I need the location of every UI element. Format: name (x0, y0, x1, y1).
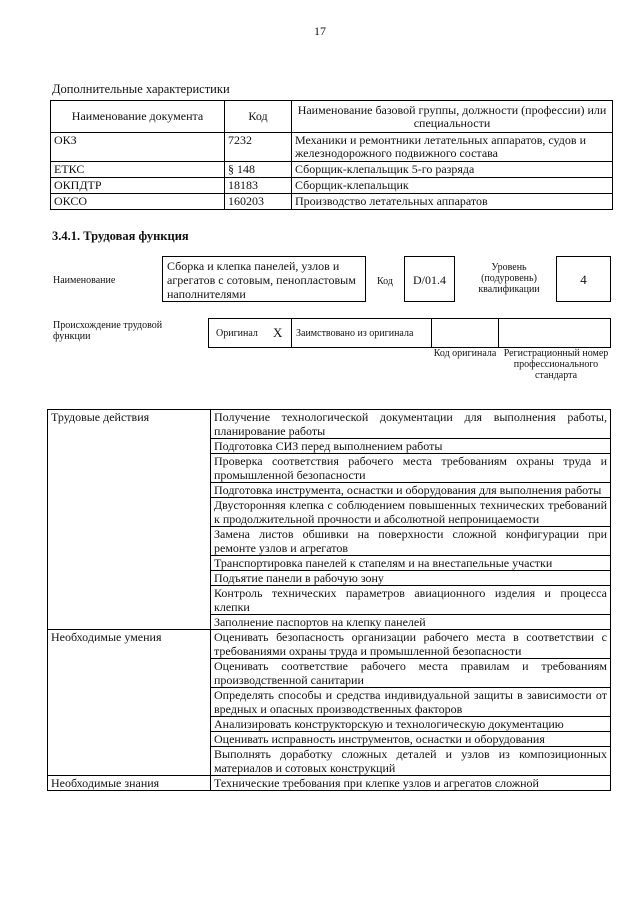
item-cell: Анализировать конструкторскую и технологическую документацию (211, 717, 611, 732)
code-label: Код (377, 276, 393, 287)
item-cell: Определять способы и средства индивидуальной защиты в зависимости от вредных и опасных производственных факторов (211, 688, 611, 717)
origin-box (208, 318, 611, 348)
name-label: Наименование (53, 275, 116, 286)
item-cell: Транспортировка панелей к стапелям и на внестапельные участки (211, 556, 611, 571)
labor-function-table (47, 409, 611, 791)
code-original-label: Код оригинала (433, 348, 497, 359)
table-row (51, 178, 613, 194)
borrowed-label: Заимствовано из оригинала (296, 328, 414, 339)
item-cell: Получение технологической документации для выполнения работы, планирование работы (211, 410, 611, 439)
code-cell: 160203 (225, 194, 292, 210)
original-label: Оригинал (216, 328, 258, 339)
doc-cell: ЕТКС (51, 162, 225, 178)
item-cell: Оценивать безопасность организации рабочего места в соответствии с требованиями охраны труда и промышленной безопасности (211, 630, 611, 659)
item-cell: Оценивать соответствие рабочего места правилам и требованиям производственной санитарии (211, 659, 611, 688)
code-cell: 18183 (225, 178, 292, 194)
item-cell: Подготовка СИЗ перед выполнением работы (211, 439, 611, 454)
item-cell: Оценивать исправность инструментов, оснастки и оборудования (211, 732, 611, 747)
item-cell: Подъятие панели в рабочую зону (211, 571, 611, 586)
category-cell: Трудовые действия (48, 410, 211, 630)
divider (291, 319, 292, 347)
item-cell: Технические требования при клепке узлов и агрегатов сложной (211, 776, 611, 791)
qualification-level-value: 4 (580, 272, 587, 287)
item-cell: Замена листов обшивки на поверхности сложной конфигурации при ремонте узлов и агрегатов (211, 527, 611, 556)
header-code: Код (225, 101, 292, 133)
code-cell: § 148 (225, 162, 292, 178)
labor-function-title: 3.4.1. Трудовая функция (52, 229, 189, 243)
qualification-level-box (556, 256, 611, 302)
table-row (51, 133, 613, 162)
category-cell: Необходимые знания (48, 776, 211, 791)
name-cell: Производство летательных аппаратов (292, 194, 613, 210)
page-number: 17 (314, 24, 326, 38)
doc-cell: ОКПДТР (51, 178, 225, 194)
origin-label: Происхождение трудовой функции (53, 320, 163, 342)
original-mark: X (273, 325, 283, 340)
name-cell: Сборщик-клепальщик 5-го разряда (292, 162, 613, 178)
name-cell: Сборщик-клепальщик (292, 178, 613, 194)
category-cell: Необходимые умения (48, 630, 211, 776)
function-name-box (162, 256, 366, 302)
registration-number-label: Регистрационный номер профессионального стандарта (503, 348, 609, 381)
item-cell: Двусторонняя клепка с соблюдением повышенных технических требований к продолжительной прочности и абсолютной непроницаемости (211, 498, 611, 527)
item-cell: Подготовка инструмента, оснастки и оборудования для выполнения работы (211, 483, 611, 498)
divider (498, 319, 499, 347)
divider (431, 319, 432, 347)
additional-characteristics-title: Дополнительные характеристики (52, 82, 230, 96)
doc-cell: ОКСО (51, 194, 225, 210)
name-cell: Механики и ремонтники летательных аппаратов, судов и железнодорожного подвижного состава (292, 133, 613, 162)
item-cell: Проверка соответствия рабочего места требованиям охраны труда и промышленной безопасности (211, 454, 611, 483)
qualification-level-label: Уровень (подуровень) квалификации (478, 262, 540, 295)
doc-cell: ОКЗ (51, 133, 225, 162)
table-row (51, 194, 613, 210)
item-cell: Заполнение паспортов на клепку панелей (211, 615, 611, 630)
table-row (51, 162, 613, 178)
item-cell: Выполнять доработку сложных деталей и узлов из композиционных материалов и сотовых конструкций (211, 747, 611, 776)
code-cell: 7232 (225, 133, 292, 162)
header-group-name: Наименование базовой группы, должности (профессии) или специальности (292, 101, 613, 133)
function-code-value: D/01.4 (413, 273, 446, 287)
function-name-value: Сборка и клепка панелей, узлов и агрегатов с сотовым, пенопластовым наполнителями (167, 259, 356, 301)
function-code-box (404, 256, 455, 302)
additional-characteristics-table (50, 100, 613, 210)
header-document: Наименование документа (51, 101, 225, 133)
item-cell: Контроль технических параметров авиационного изделия и процесса клепки (211, 586, 611, 615)
